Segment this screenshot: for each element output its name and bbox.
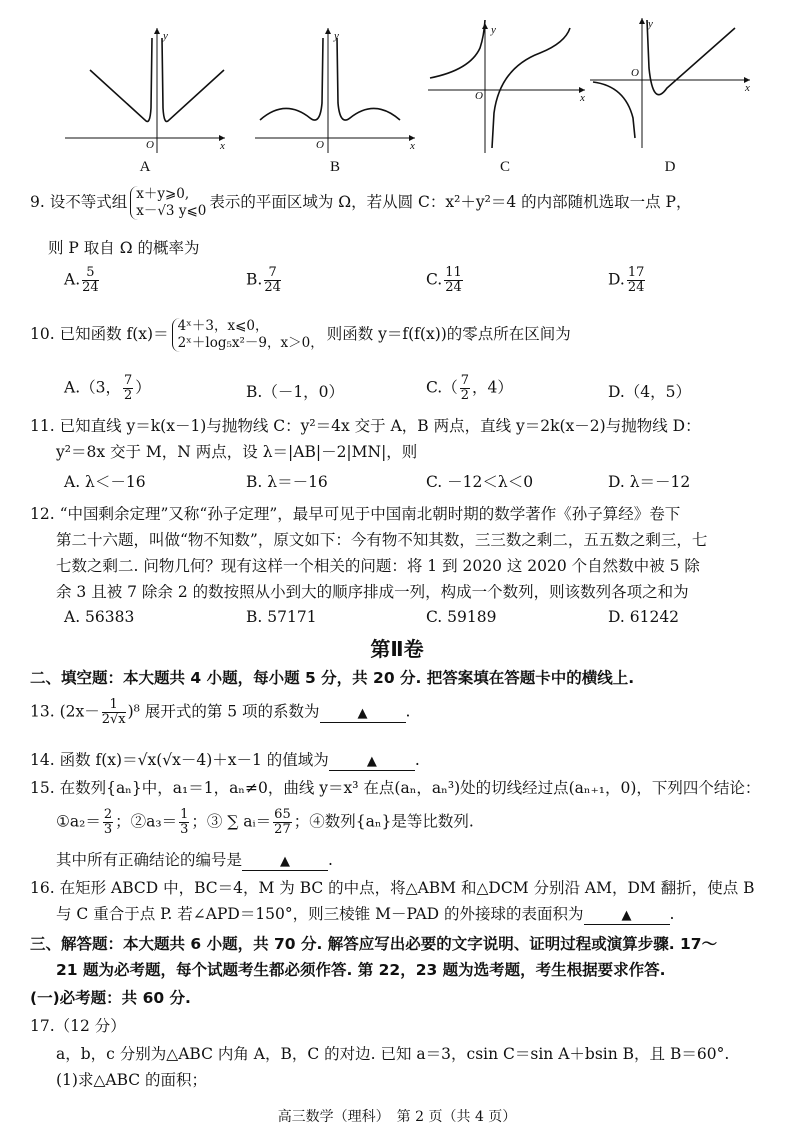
- q9-line2: 则 P 取自 Ω 的概率为: [48, 239, 200, 257]
- q12-option-c: C. 59189: [426, 608, 497, 626]
- graph-b-y-label: y: [334, 30, 339, 42]
- q15-conclusions: ①a₂＝ $\frac{2}{3}$ ；②a₃＝ $\frac{1}{3}$ ；③ ∑ aᵢ＝ $\frac{65}{27}$ ；④数列{aₙ}是等比数列.: [56, 807, 474, 837]
- graph-a-origin: O: [146, 139, 154, 151]
- q11-line1: 11. 已知直线 y＝k(x－1)与抛物线 C：y²＝4x 交于 A，B 两点，直线 y＝2k(x－2)与抛物线 D：: [30, 417, 701, 435]
- question-10: [30, 318, 571, 352]
- graph-options: [60, 8, 770, 178]
- graph-b-x-label: x: [410, 140, 415, 152]
- q11-line2: y²＝8x 交于 M，N 两点，设 λ＝|AB|－2|MN|，则: [56, 443, 418, 461]
- question-9: [30, 186, 691, 220]
- graph-c-x-label: x: [580, 92, 585, 104]
- q15-line3: 其中所有正确结论的编号是 ▲ .: [56, 851, 333, 869]
- q9-option-b: B. $\frac{7}{24}$: [246, 265, 281, 295]
- q17-head: 17.（12 分）: [30, 1017, 126, 1035]
- q10-option-d: D.（4，5）: [608, 383, 692, 401]
- q9-system: [130, 186, 206, 220]
- q10-prefix: 10. 已知函数 f(x)＝: [30, 325, 169, 343]
- q12-option-a: A. 56383: [64, 608, 135, 626]
- page-footer: 高三数学（理科） 第 2 页（共 4 页）: [277, 1109, 517, 1125]
- graph-c: [420, 8, 590, 176]
- q10-suffix: 则函数 y＝f(f(x))的零点所在区间为: [326, 325, 571, 343]
- graph-c-origin: O: [475, 90, 483, 102]
- part-title: 第Ⅱ卷: [370, 637, 424, 661]
- q9-ineq-2: x－√3 y⩽0: [136, 203, 207, 219]
- q12-line1: 12. “中国剩余定理”又称“孙子定理”，最早可见于中国南北朝时期的数学著作《孙子算经》卷下: [30, 505, 681, 523]
- required-heading: (一)必考题：共 60 分.: [30, 989, 191, 1007]
- q17-line2: (1)求△ABC 的面积；: [56, 1071, 208, 1089]
- graph-d-plot: [585, 8, 755, 158]
- question-14: 14. 函数 f(x)＝√x(√x－4)＋x－1 的值域为 ▲ .: [30, 751, 420, 769]
- q10-option-c: C.（ $\frac{7}{2}$ ，4）: [426, 373, 513, 403]
- q12-option-d: D. 61242: [608, 608, 680, 626]
- question-13: 13. (2x－ $\frac{1}{2√x}$ )⁸ 展开式的第 5 项的系数为 ▲ .: [30, 697, 411, 727]
- q13-answer-blank: ▲: [320, 706, 406, 723]
- graph-c-y-label: y: [491, 24, 496, 36]
- q9-option-c: C. $\frac{11}{24}$: [426, 265, 462, 295]
- graph-a-y-label: y: [163, 30, 168, 42]
- section-2-heading: 二、填空题：本大题共 4 小题，每小题 5 分，共 20 分. 把答案填在答题卡中的横线上.: [30, 669, 635, 687]
- q9-option-a: A. $\frac{5}{24}$: [64, 265, 99, 295]
- q11-option-b: B. λ＝－16: [246, 473, 328, 491]
- q16-line1: 16. 在矩形 ABCD 中，BC＝4，M 为 BC 的中点，将△ABM 和△DCM 分别沿 AM，DM 翻折，使点 B: [30, 879, 755, 897]
- q10-option-b: B.（－1，0）: [246, 383, 345, 401]
- q12-line4: 余 3 且被 7 除余 2 的数按照从小到大的顺序排成一列，构成一个数列，则该数列各项之和为: [56, 583, 689, 601]
- graph-c-plot: [420, 8, 590, 158]
- q16-line2: 与 C 重合于点 P. 若∠APD＝150°，则三棱锥 M－PAD 的外接球的表面积为 ▲ .: [56, 905, 675, 923]
- q9-prefix: 9. 设不等式组: [30, 193, 128, 211]
- graph-d-x-label: x: [745, 82, 750, 94]
- section-3-heading-1: 三、解答题：本大题共 6 小题，共 70 分. 解答应写出必要的文字说明、证明过程或演算步骤. 17～: [30, 935, 718, 953]
- q17-line1: a，b，c 分别为△ABC 内角 A，B，C 的对边. 已知 a＝3，csin C＝sin A＋bsin B，且 B＝60°.: [56, 1045, 730, 1063]
- graph-a-plot: [60, 8, 230, 158]
- q9-option-d: D. $\frac{17}{24}$: [608, 265, 645, 295]
- q15-line1: 15. 在数列{aₙ}中，a₁＝1，aₙ≠0，曲线 y＝x³ 在点(aₙ，aₙ³)处的切线经过点(aₙ₊₁，0)，下列四个结论：: [30, 779, 761, 797]
- q12-option-b: B. 57171: [246, 608, 317, 626]
- graph-c-label: C: [499, 159, 510, 175]
- graph-d: [585, 8, 755, 176]
- graph-b: [250, 8, 420, 176]
- q12-line3: 七数之剩二. 问物几何？现有这样一个相关的问题：将 1 到 2020 这 2020 个自然数中被 5 除: [56, 557, 700, 575]
- q11-option-d: D. λ＝－12: [608, 473, 691, 491]
- graph-b-origin: O: [316, 139, 324, 151]
- graph-a-x-label: x: [220, 140, 225, 152]
- graph-a: [60, 8, 230, 176]
- q11-option-c: C. －12＜λ＜0: [426, 473, 534, 491]
- q10-case-2: 2ˣ＋log₅x²－9，x＞0，: [177, 335, 324, 351]
- graph-a-label: A: [139, 159, 151, 175]
- q10-option-a: A.（3， $\frac{7}{2}$ ）: [64, 373, 151, 403]
- section-3-heading-2: 21 题为必考题，每个试题考生都必须作答. 第 22，23 题为选考题，考生根据要求作答.: [56, 961, 666, 979]
- graph-d-label: D: [664, 159, 676, 175]
- graph-d-y-label: y: [648, 18, 653, 30]
- q16-answer-blank: ▲: [584, 908, 670, 925]
- q11-option-a: A. λ＜－16: [64, 473, 146, 491]
- graph-d-origin: O: [631, 67, 639, 79]
- q15-answer-blank: ▲: [242, 854, 328, 871]
- q9-ineq-1: x＋y⩾0,: [136, 186, 190, 202]
- graph-b-label: B: [329, 159, 340, 175]
- q10-piecewise: [172, 318, 324, 352]
- q12-line2: 第二十六题，叫做“物不知数”，原文如下：今有物不知其数，三三数之剩二，五五数之剩三，七: [56, 531, 708, 549]
- q10-case-1: 4ˣ＋3，x⩽0，: [177, 318, 269, 334]
- q14-answer-blank: ▲: [329, 754, 415, 771]
- q9-suffix: 表示的平面区域为 Ω，若从圆 C：x²＋y²＝4 的内部随机选取一点 P，: [209, 193, 692, 211]
